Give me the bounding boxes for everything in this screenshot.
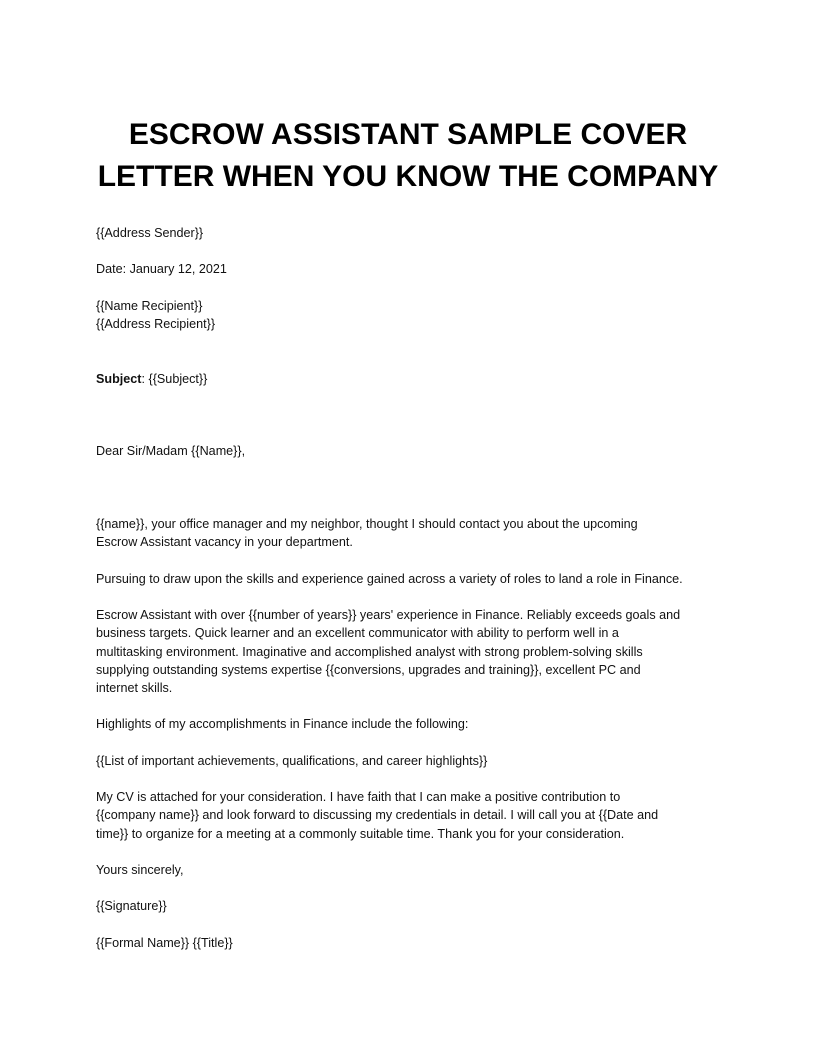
signature-placeholder: {{Signature}} [96, 899, 167, 914]
document-title [60, 114, 756, 198]
paragraph-line: time}} to organize for a meeting at a commonly suitable time. Thank you for your consideration. [96, 826, 625, 841]
paragraph-objective [96, 570, 736, 588]
paragraph-line: My CV is attached for your consideration. I have faith that I can make a positive contribution to [96, 790, 621, 805]
letter-date: Date: January 12, 2021 [96, 262, 227, 277]
paragraph-line: {{name}}, your office manager and my neighbor, thought I should contact you about the upcoming [96, 517, 638, 532]
paragraph-line: {{company name}} and look forward to discussing my credentials in detail. I will call you at {{Date and [96, 808, 659, 823]
paragraph-cv [96, 788, 736, 843]
paragraph-highlights-intro [96, 715, 736, 733]
paragraph-line: multitasking environment. Imaginative and accomplished analyst with strong problem-solving skills [96, 644, 643, 659]
recipient-address: {{Address Recipient}} [96, 316, 216, 331]
letter-body [96, 224, 736, 952]
subject-label: Subject [96, 371, 142, 386]
paragraph-line: supplying outstanding systems expertise {{conversions, upgrades and training}}, excellent PC and [96, 662, 641, 677]
subject-line [96, 370, 736, 388]
title-line-2: LETTER WHEN YOU KNOW THE COMPANY [97, 160, 719, 193]
salutation: Dear Sir/Madam {{Name}}, [96, 444, 246, 459]
paragraph-line: Highlights of my accomplishments in Finance include the following: [96, 717, 469, 732]
paragraph-line: internet skills. [96, 680, 173, 695]
paragraph-line: business targets. Quick learner and an excellent communicator with ability to perform well in a [96, 626, 619, 641]
formal-name-placeholder: {{Formal Name}} {{Title}} [96, 935, 233, 950]
paragraph-line: Escrow Assistant vacancy in your department. [96, 535, 353, 550]
subject-value: : {{Subject}} [141, 371, 208, 386]
sign-off: Yours sincerely, [96, 862, 184, 877]
paragraph-line: {{List of important achievements, qualifications, and career highlights}} [96, 753, 488, 768]
paragraph-referral [96, 515, 736, 551]
paragraph-line: Escrow Assistant with over {{number of years}} years' experience in Finance. Reliably exceeds goals and [96, 608, 681, 623]
paragraph-experience [96, 606, 736, 697]
paragraph-line: Pursuing to draw upon the skills and experience gained across a variety of roles to land a role in Finance. [96, 571, 683, 586]
paragraph-highlights-list [96, 752, 736, 770]
recipient-name: {{Name Recipient}} [96, 298, 203, 313]
sender-address: {{Address Sender}} [96, 226, 204, 240]
title-line-1: ESCROW ASSISTANT SAMPLE COVER [128, 118, 688, 151]
